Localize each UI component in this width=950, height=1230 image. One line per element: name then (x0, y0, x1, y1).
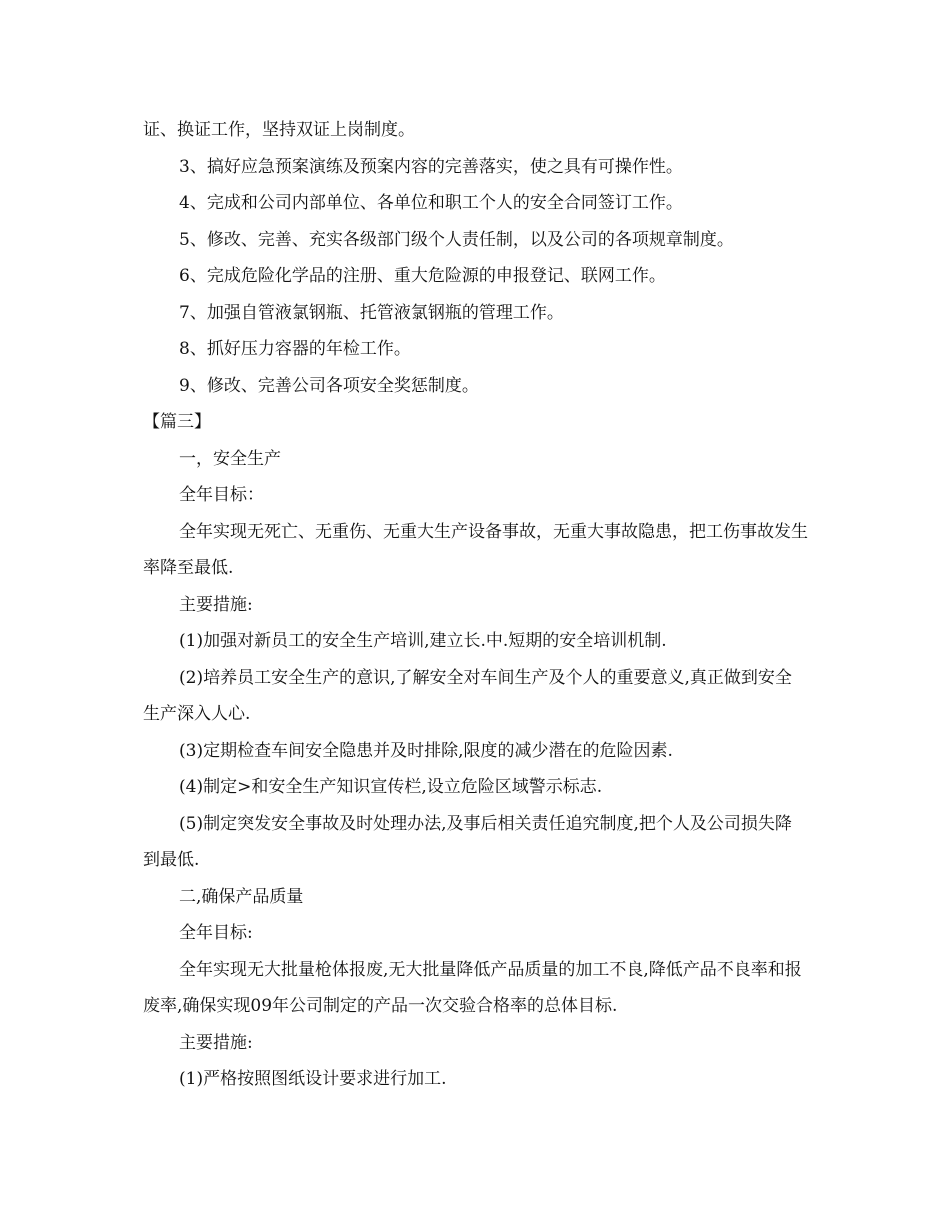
paragraph: 4、完成和公司内部单位、各单位和职工个人的安全合同签订工作。 (179, 193, 683, 213)
paragraph: 主要措施: (179, 594, 253, 615)
paragraph: 全年目标: (179, 923, 253, 943)
document-body (143, 112, 808, 1098)
paragraph: (2)培养员工安全生产的意识,了解安全对车间生产及个人的重要意义,真正做到安全生产深入人心. (143, 667, 792, 724)
paragraph: 5、修改、完善、充实各级部门级个人责任制，以及公司的各项规章制度。 (179, 229, 734, 250)
paragraph: (1)严格按照图纸设计要求进行加工. (179, 1069, 447, 1089)
paragraph: 全年目标： (179, 485, 264, 505)
subsection-heading: 一，安全生产 (179, 448, 281, 469)
paragraph: (3)定期检查车间安全隐患并及时排除,限度的减少潜在的危险因素. (179, 740, 673, 761)
paragraph: 6、完成危险化学品的注册、重大危险源的申报登记、联网工作。 (179, 266, 666, 286)
paragraph: 9、修改、完善公司各项安全奖惩制度。 (179, 375, 479, 396)
paragraph: 7、加强自管液氯钢瓶、托管液氯钢瓶的管理工作。 (179, 302, 564, 323)
paragraph: 主要措施: (179, 1032, 253, 1053)
paragraph: (5)制定突发安全事故及时处理办法,及事后相关责任追究制度,把个人及公司损失降到最低. (143, 813, 792, 870)
paragraph: 8、抓好压力容器的年检工作。 (179, 339, 411, 359)
paragraph: (4)制定>和安全生产知识宣传栏,设立危险区域警示标志. (179, 777, 603, 797)
paragraph: (1)加强对新员工的安全生产培训,建立长.中.短期的安全培训机制. (179, 631, 667, 651)
subsection-heading: 二,确保产品质量 (179, 886, 304, 907)
paragraph: 全年实现无大批量枪体报废,无大批量降低产品质量的加工不良,降低产品不良率和报废率,确保实现09年公司制定的产品一次交验合格率的总体目标. (143, 959, 802, 1016)
paragraph: 3、搞好应急预案演练及预案内容的完善落实，使之具有可操作性。 (179, 156, 683, 177)
paragraph: 证、换证工作，坚持双证上岗制度。 (143, 120, 415, 140)
section-heading: 【篇三】 (143, 412, 211, 432)
paragraph: 全年实现无死亡、无重伤、无重大生产设备事故，无重大事故隐患，把工伤事故发生率降至最低. (143, 521, 808, 578)
